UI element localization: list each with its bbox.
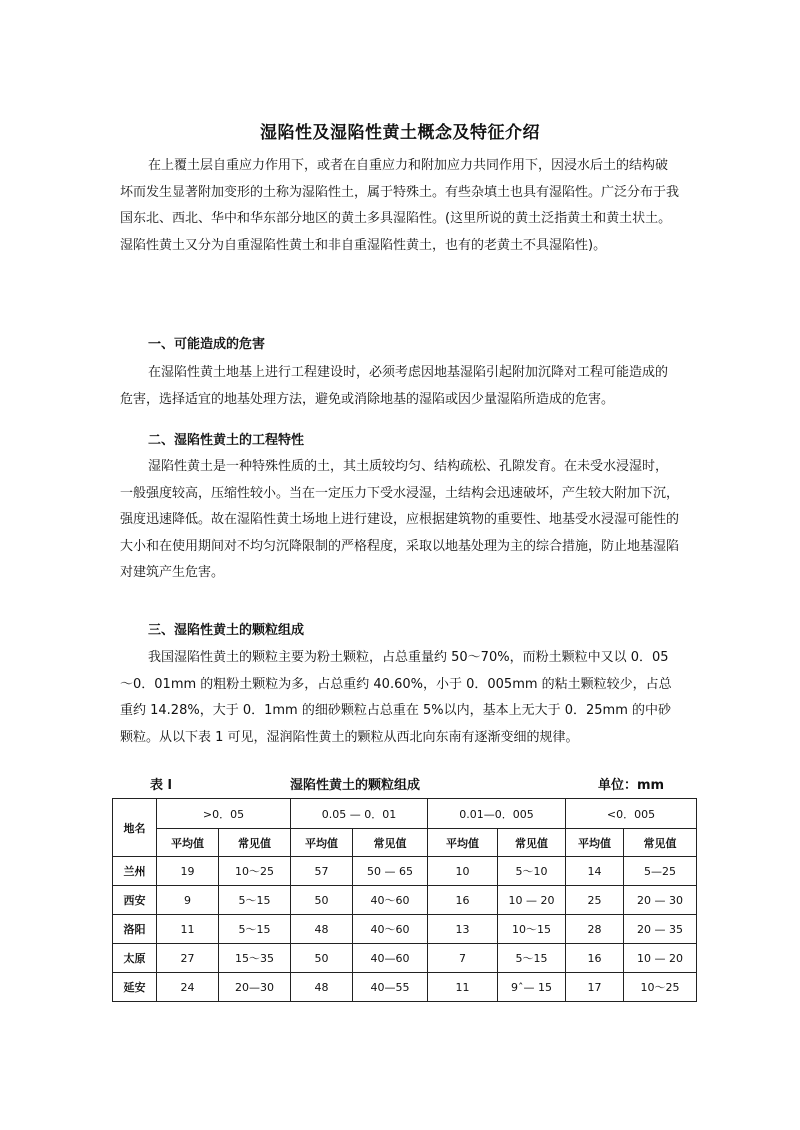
place-cell: 延安 — [113, 973, 157, 1002]
section-2-paragraph — [120, 454, 680, 587]
table-label: 表 l — [150, 778, 172, 793]
value-cell: 10～15 — [498, 915, 566, 944]
table-row — [113, 973, 697, 1002]
value-cell: 5—25 — [624, 857, 697, 886]
table-caption: 湿陷性黄土的颗粒组成 — [290, 778, 421, 793]
section-3-heading: 三、湿陷性黄土的颗粒组成 — [148, 623, 305, 638]
value-cell: 50 — [291, 944, 353, 973]
value-cell: 25 — [566, 886, 624, 915]
group-header: 0.01—0．005 — [428, 799, 566, 829]
value-cell: 48 — [291, 915, 353, 944]
group-header: <0．005 — [566, 799, 697, 829]
value-cell: 5～15 — [219, 886, 291, 915]
value-cell: 40～60 — [353, 886, 428, 915]
value-cell: 16 — [428, 886, 498, 915]
value-cell: 5～10 — [498, 857, 566, 886]
value-cell: 10～25 — [624, 973, 697, 1002]
value-cell: 5～15 — [498, 944, 566, 973]
value-cell: 7 — [428, 944, 498, 973]
section-3-text: 我国湿陷性黄土的颗粒主要为粉土颗粒，占总重量约 50～70%，而粉土颗粒中又以 0．05～0．01mm 的粗粉土颗粒为多，占总重约 40.60%，小于 0．005mm 的粘土颗粒较少，占总重约 14.28%，大于 0．1mm 的细砂颗粒占总重在 5%以内，基本上无大于 0．25mm 的中砂颗粒。从以下表 1 可见，湿润陷性黄土的颗粒从西北向东南有逐渐变细的规律。 — [120, 650, 672, 745]
value-cell: 57 — [291, 857, 353, 886]
value-cell: 19 — [157, 857, 219, 886]
table-row — [113, 886, 697, 915]
value-cell: 20 — 35 — [624, 915, 697, 944]
common-header: 常见值 — [353, 829, 428, 857]
common-header: 常见值 — [624, 829, 697, 857]
avg-header: 平均值 — [291, 829, 353, 857]
value-cell: 16 — [566, 944, 624, 973]
document-title: 湿陷性及湿陷性黄土概念及特征介绍 — [260, 123, 540, 143]
value-cell: 10 — [428, 857, 498, 886]
value-cell: 40—55 — [353, 973, 428, 1002]
value-cell: 13 — [428, 915, 498, 944]
value-cell: 10 — 20 — [624, 944, 697, 973]
value-cell: 20 — 30 — [624, 886, 697, 915]
place-cell: 兰州 — [113, 857, 157, 886]
value-cell: 15～35 — [219, 944, 291, 973]
value-cell: 40～60 — [353, 915, 428, 944]
common-header: 常见值 — [219, 829, 291, 857]
table-subheader-row — [113, 829, 697, 857]
value-cell: 40—60 — [353, 944, 428, 973]
value-cell: 50 — 65 — [353, 857, 428, 886]
table-unit: 单位：mm — [598, 778, 665, 793]
place-cell: 洛阳 — [113, 915, 157, 944]
value-cell: 17 — [566, 973, 624, 1002]
value-cell: 11 — [157, 915, 219, 944]
avg-header: 平均值 — [566, 829, 624, 857]
avg-header: 平均值 — [428, 829, 498, 857]
grain-composition-table — [112, 798, 697, 1002]
table-row — [113, 857, 697, 886]
value-cell: 9 — [157, 886, 219, 915]
value-cell: 48 — [291, 973, 353, 1002]
intro-text: 在上覆土层自重应力作用下，或者在自重应力和附加应力共同作用下，因浸水后土的结构破坏而发生显著附加变形的土称为湿陷性土，属于特殊土。有些杂填土也具有湿陷性。广泛分布于我国东北、西北、华中和华东部分地区的黄土多具湿陷性。(这里所说的黄土泛指黄土和黄土状土。湿陷性黄土又分为自重湿陷性黄土和非自重湿陷性黄土，也有的老黄土不具湿陷性)。 — [120, 158, 680, 253]
section-1-paragraph — [120, 360, 680, 413]
table-row — [113, 915, 697, 944]
common-header: 常见值 — [498, 829, 566, 857]
value-cell: 24 — [157, 973, 219, 1002]
group-header: 0.05 — 0．01 — [291, 799, 428, 829]
section-1-heading: 一、可能造成的危害 — [148, 337, 266, 352]
table-row — [113, 944, 697, 973]
value-cell: 27 — [157, 944, 219, 973]
group-header: >0．05 — [157, 799, 291, 829]
intro-paragraph — [120, 153, 680, 259]
avg-header: 平均值 — [157, 829, 219, 857]
value-cell: 50 — [291, 886, 353, 915]
value-cell: 10 — 20 — [498, 886, 566, 915]
place-header: 地名 — [113, 799, 157, 857]
table-header-row — [113, 799, 697, 829]
value-cell: 20—30 — [219, 973, 291, 1002]
value-cell: 11 — [428, 973, 498, 1002]
place-cell: 太原 — [113, 944, 157, 973]
value-cell: 5～15 — [219, 915, 291, 944]
value-cell: 28 — [566, 915, 624, 944]
section-3-paragraph — [120, 645, 680, 751]
section-2-text: 湿陷性黄土是一种特殊性质的土，其土质较均匀、结构疏松、孔隙发育。在未受水浸湿时，一般强度较高，压缩性较小。当在一定压力下受水浸湿，土结构会迅速破坏，产生较大附加下沉，强度迅速降低。故在湿陷性黄土场地上进行建设，应根据建筑物的重要性、地基受水浸湿可能性的大小和在使用期间对不均匀沉降限制的严格程度，采取以地基处理为主的综合措施，防止地基湿陷对建筑产生危害。 — [120, 459, 680, 580]
place-cell: 西安 — [113, 886, 157, 915]
value-cell: 14 — [566, 857, 624, 886]
section-1-text: 在湿陷性黄土地基上进行工程建设时，必须考虑因地基湿陷引起附加沉降对工程可能造成的危害，选择适宜的地基处理方法，避免或消除地基的湿陷或因少量湿陷所造成的危害。 — [120, 365, 669, 407]
value-cell: 9ˆ— 15 — [498, 973, 566, 1002]
value-cell: 10～25 — [219, 857, 291, 886]
section-2-heading: 二、湿陷性黄土的工程特性 — [148, 433, 305, 448]
